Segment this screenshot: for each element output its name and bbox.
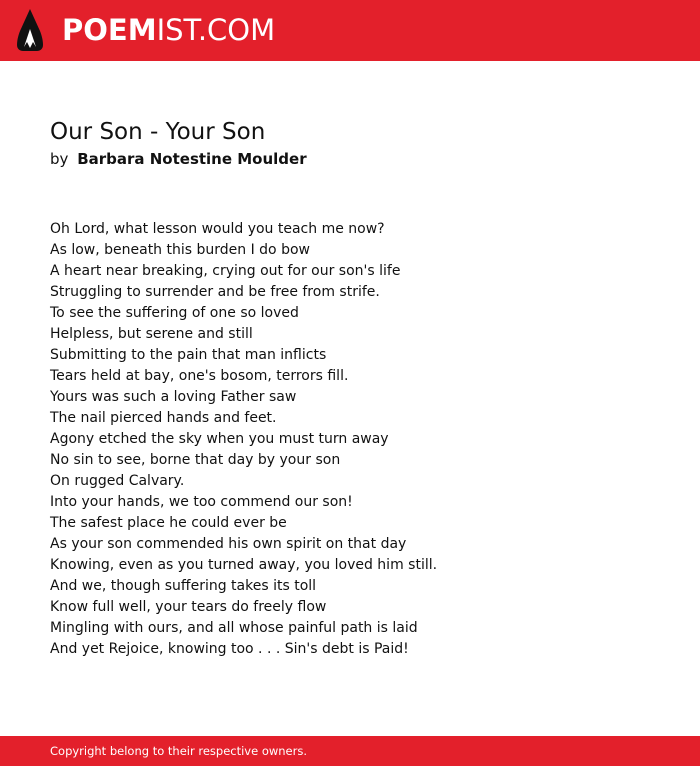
poem-line: Knowing, even as you turned away, you loved him still. <box>50 557 438 573</box>
poem-line: Agony etched the sky when you must turn away <box>50 431 389 447</box>
poem-line: Oh Lord, what lesson would you teach me now? <box>50 221 385 237</box>
poem-line: To see the suffering of one so loved <box>50 305 299 321</box>
pencil-logo-icon[interactable] <box>17 9 43 51</box>
poem-line: The nail pierced hands and feet. <box>50 410 277 426</box>
poem-line: The safest place he could ever be <box>50 515 287 531</box>
poem-line: As your son commended his own spirit on that day <box>50 536 407 552</box>
poem-line: Tears held at bay, one's bosom, terrors fill. <box>50 368 349 384</box>
copyright-text: Copyright belong to their respective owners. <box>50 744 308 758</box>
poem-line: Know full well, your tears do freely flow <box>50 599 327 615</box>
poem-line: And yet Rejoice, knowing too . . . Sin's debt is Paid! <box>50 641 409 657</box>
author-name: Barbara Notestine Moulder <box>77 150 307 168</box>
site-footer <box>0 736 700 766</box>
poem-line: Into your hands, we too commend our son! <box>50 494 353 510</box>
byline <box>50 149 307 169</box>
by-label: by <box>50 150 69 168</box>
poem-line: On rugged Calvary. <box>50 473 185 489</box>
poem-line: As low, beneath this burden I do bow <box>50 242 310 258</box>
brand-bold-text: POEM <box>62 13 157 47</box>
poem-line: Helpless, but serene and still <box>50 326 253 342</box>
site-logo-link[interactable] <box>62 12 275 48</box>
poem-line: A heart near breaking, crying out for our son's life <box>50 263 401 279</box>
brand-light-text: IST.COM <box>156 13 276 47</box>
poem-body <box>50 219 437 660</box>
poem-line: Yours was such a loving Father saw <box>50 389 297 405</box>
poem-line: Mingling with ours, and all whose painful path is laid <box>50 620 418 636</box>
poem-line: And we, though suffering takes its toll <box>50 578 317 594</box>
poem-line: No sin to see, borne that day by your son <box>50 452 341 468</box>
poem-line: Struggling to surrender and be free from strife. <box>50 284 380 300</box>
poem-line: Submitting to the pain that man inflicts <box>50 347 327 363</box>
site-header <box>0 0 700 61</box>
poem-title: Our Son - Your Son <box>50 119 266 145</box>
